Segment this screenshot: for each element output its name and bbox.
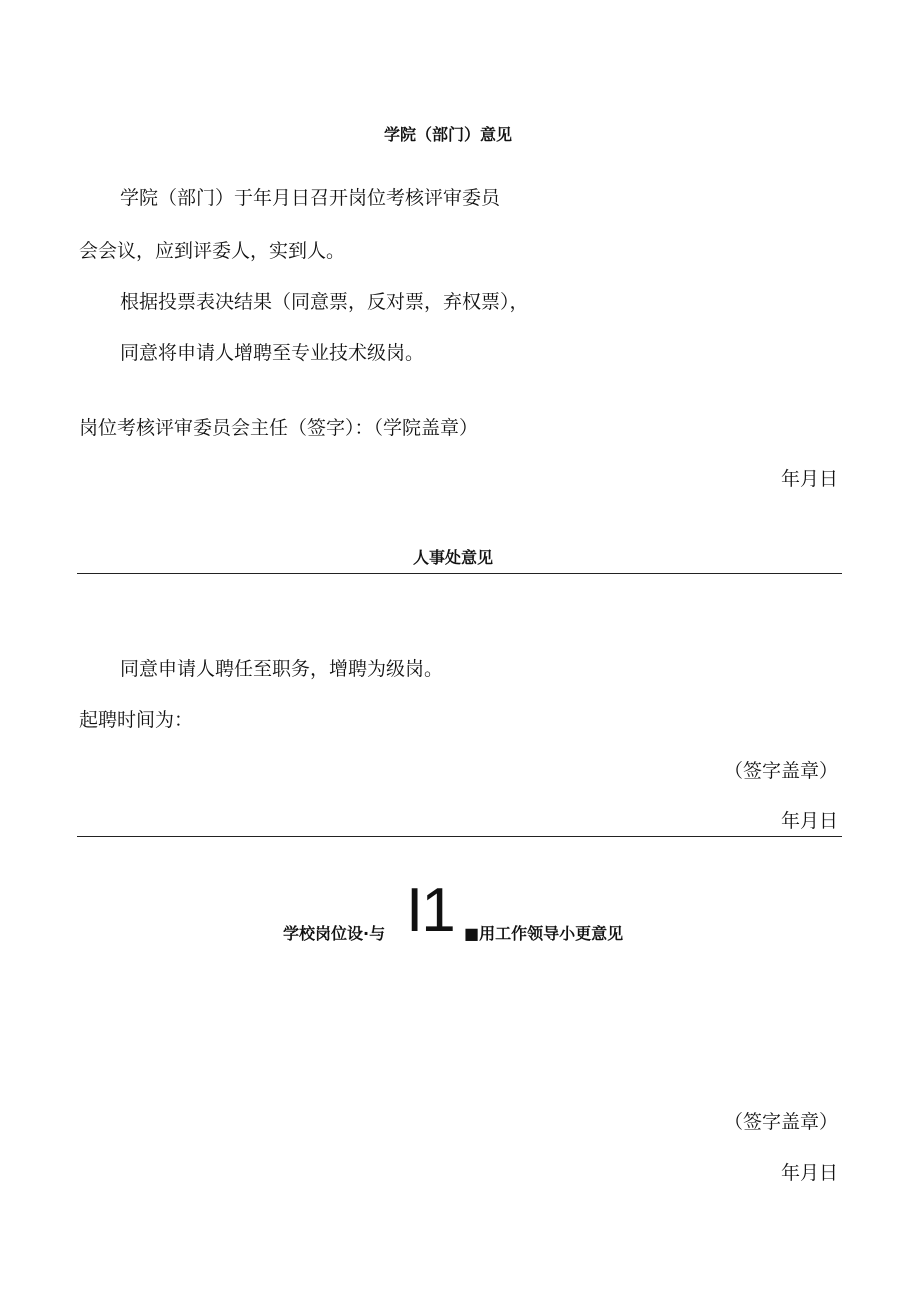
school-heading-scan-artifact: I1 (406, 876, 454, 945)
college-date: 年月日 (780, 468, 838, 490)
hr-approval-line: 同意申请人聘任至职务，增聘为级岗。 (120, 658, 444, 680)
hr-start-time-line: 起聘时间为： (79, 709, 194, 731)
school-section-divider (77, 836, 842, 837)
school-heading-part-1: 学校岗位设·与 (283, 924, 386, 943)
school-date: 年月日 (780, 1162, 838, 1184)
college-vote-result-line: 根据投票表决结果（同意票，反对票，弃权票）， (120, 291, 529, 313)
hr-date: 年月日 (780, 810, 838, 832)
hr-section-divider (77, 573, 842, 574)
hr-signature-stamp: （签字盖章） (723, 760, 838, 782)
hr-opinion-heading: 人事处意见 (413, 548, 494, 567)
school-heading-part-2: ■用工作领导小更意见 (464, 924, 624, 943)
college-paragraph-line-2: 会会议，应到评委人，实到人。 (79, 240, 346, 262)
college-opinion-heading: 学院（部门）意见 (384, 125, 513, 144)
college-paragraph-line-1: 学院（部门）于年月日召开岗位考核评审委员 (120, 187, 501, 209)
college-approval-line: 同意将申请人增聘至专业技术级岗。 (120, 342, 425, 364)
college-committee-signature-line: 岗位考核评审委员会主任（签字）：（学院盖章） (79, 417, 479, 439)
school-signature-stamp: （签字盖章） (723, 1111, 838, 1133)
